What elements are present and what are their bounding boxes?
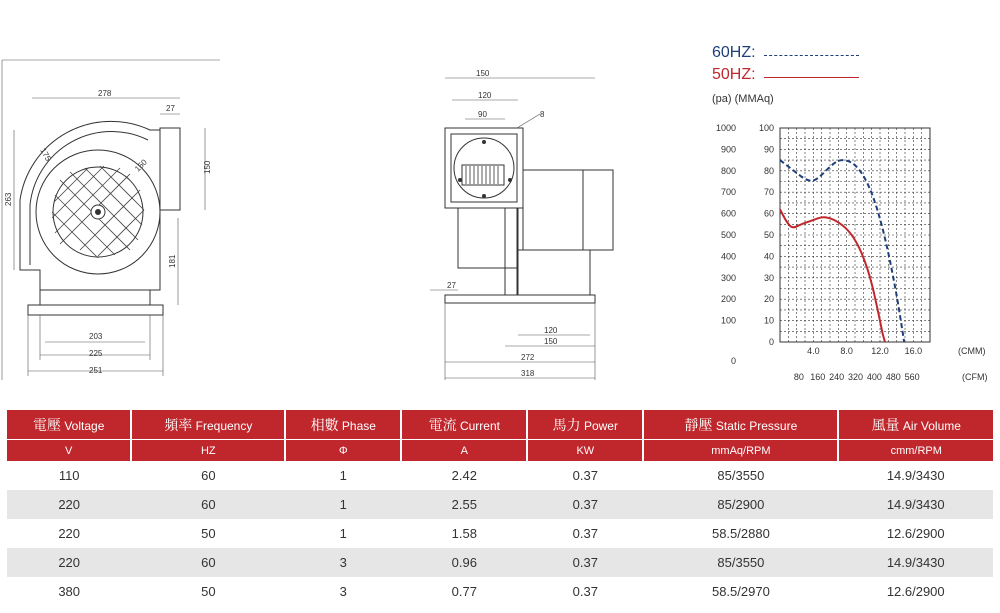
x-axis-label-cmm: (CMM) xyxy=(958,346,986,356)
y-tick-label-mmaq: 20 xyxy=(763,294,774,305)
table-cell: 58.5/2970 xyxy=(643,577,838,606)
unit-cell: mmAq/RPM xyxy=(643,440,838,462)
y-tick-label-pa: 900 xyxy=(720,144,736,155)
table-cell: 3 xyxy=(285,548,401,577)
y-tick-label-mmaq: 40 xyxy=(763,251,774,262)
dim-front-120b: 120 xyxy=(544,326,558,335)
y-tick-label-mmaq: 70 xyxy=(763,187,774,198)
performance-chart xyxy=(700,110,1000,390)
x-tick-label-cmm: 8.0 xyxy=(840,346,853,356)
column-header xyxy=(285,410,401,440)
spec-table xyxy=(7,410,993,606)
side-view-drawing xyxy=(2,60,220,380)
table-cell: 1 xyxy=(285,519,401,548)
x-tick-label-cfm: 480 xyxy=(885,372,901,382)
column-header xyxy=(131,410,285,440)
unit-cell: Φ xyxy=(285,440,401,462)
dim-225: 225 xyxy=(89,349,103,358)
y-tick-label-pa: 700 xyxy=(720,187,736,198)
table-row xyxy=(7,548,993,577)
dim-251: 251 xyxy=(89,366,103,375)
table-cell: 85/2900 xyxy=(643,490,838,519)
table-cell: 12.6/2900 xyxy=(838,519,993,548)
y-tick-label-pa: 300 xyxy=(720,272,736,283)
column-header-en: Air Volume xyxy=(899,418,961,433)
column-header-zh: 相數 xyxy=(310,416,339,433)
column-header-zh: 馬力 xyxy=(552,416,581,433)
table-cell: 50 xyxy=(131,577,285,606)
dim-front-272: 272 xyxy=(521,353,535,362)
table-cell: 14.9/3430 xyxy=(838,461,993,490)
unit-cell: KW xyxy=(527,440,643,462)
table-cell: 0.77 xyxy=(401,577,527,606)
chart-legend xyxy=(712,42,859,86)
series-line-60hz xyxy=(780,160,904,342)
dim-278: 278 xyxy=(98,89,112,98)
dim-181: 181 xyxy=(168,254,177,268)
column-header-zh: 電壓 xyxy=(33,416,61,433)
dim-263: 263 xyxy=(4,192,13,206)
table-unit-row xyxy=(7,440,993,462)
dim-front-150b: 150 xyxy=(544,337,558,346)
table-cell: 1 xyxy=(285,461,401,490)
x-axis-label-cfm: (CFM) xyxy=(962,372,988,382)
table-cell: 380 xyxy=(7,577,131,606)
column-header-en: Phase xyxy=(338,418,376,433)
table-cell: 14.9/3430 xyxy=(838,490,993,519)
unit-cell: cmm/RPM xyxy=(838,440,993,462)
column-header-en: Current xyxy=(456,418,500,433)
unit-cell: V xyxy=(7,440,131,462)
table-row xyxy=(7,577,993,606)
table-row xyxy=(7,461,993,490)
dim-27: 27 xyxy=(166,104,175,113)
x-tick-label-cfm: 160 xyxy=(810,372,826,382)
column-header-en: Voltage xyxy=(61,418,105,433)
series-line-50hz xyxy=(780,209,885,342)
dim-203: 203 xyxy=(89,332,103,341)
table-cell: 0.37 xyxy=(527,519,643,548)
column-header-en: Static Pressure xyxy=(712,418,798,433)
y-tick-label-mmaq: 60 xyxy=(763,208,774,219)
table-cell: 0.96 xyxy=(401,548,527,577)
column-header-zh: 風量 xyxy=(871,416,900,433)
y-tick-label-pa: 100 xyxy=(720,315,736,326)
dim-front-27: 27 xyxy=(447,281,456,290)
table-row xyxy=(7,490,993,519)
y-tick-label-mmaq: 0 xyxy=(768,337,774,347)
table-cell: 12.6/2900 xyxy=(838,577,993,606)
unit-cell: HZ xyxy=(131,440,285,462)
y-tick-label-mmaq: 90 xyxy=(763,144,774,155)
column-header xyxy=(643,410,838,440)
y-tick-label-pa: 600 xyxy=(720,208,736,219)
dim-front-90: 90 xyxy=(478,110,487,119)
table-cell: 1 xyxy=(285,490,401,519)
table-cell: 85/3550 xyxy=(643,548,838,577)
table-cell: 0.37 xyxy=(527,577,643,606)
legend-50hz-swatch xyxy=(764,77,859,78)
table-cell: 1.58 xyxy=(401,519,527,548)
y-tick-label-mmaq: 100 xyxy=(758,123,774,133)
dim-front-120: 120 xyxy=(478,91,492,100)
column-header-zh: 頻率 xyxy=(164,416,193,433)
table-cell: 0.37 xyxy=(527,461,643,490)
y-tick-label-mmaq: 10 xyxy=(763,315,774,326)
table-cell: 60 xyxy=(131,461,285,490)
y-tick-label-pa: 400 xyxy=(720,251,736,262)
x-tick-label-cfm: 80 xyxy=(793,372,804,382)
y-tick-label-pa: 0 xyxy=(730,356,736,366)
table-cell: 2.42 xyxy=(401,461,527,490)
table-cell: 0.37 xyxy=(527,490,643,519)
pressure-units-label: (pa) (MMAq) xyxy=(712,93,774,105)
table-cell: 14.9/3430 xyxy=(838,548,993,577)
column-header-en: Frequency xyxy=(192,418,253,433)
table-row xyxy=(7,519,993,548)
y-tick-label-pa: 1000 xyxy=(715,123,736,133)
column-header xyxy=(838,410,993,440)
table-cell: 60 xyxy=(131,490,285,519)
x-tick-label-cmm: 4.0 xyxy=(807,346,820,356)
y-tick-label-mmaq: 30 xyxy=(763,272,774,283)
dim-front-318: 318 xyxy=(521,369,535,378)
column-header xyxy=(7,410,131,440)
legend-60hz-swatch xyxy=(764,55,859,56)
dim-front-150: 150 xyxy=(476,69,490,78)
column-header xyxy=(527,410,643,440)
table-cell: 60 xyxy=(131,548,285,577)
table-cell: 85/3550 xyxy=(643,461,838,490)
table-header-row xyxy=(7,410,993,440)
table-cell: 2.55 xyxy=(401,490,527,519)
dim-150-dia: 150 xyxy=(133,157,149,174)
column-header xyxy=(401,410,527,440)
column-header-en: Power xyxy=(580,418,618,433)
dim-front-8: 8 xyxy=(540,110,545,119)
y-tick-label-pa: 200 xyxy=(720,294,736,305)
front-view-drawing xyxy=(430,69,613,380)
column-header-zh: 靜壓 xyxy=(684,416,713,433)
table-cell: 3 xyxy=(285,577,401,606)
x-tick-label-cfm: 400 xyxy=(866,372,882,382)
y-tick-label-pa: 500 xyxy=(720,230,736,240)
x-tick-label-cfm: 240 xyxy=(829,372,845,382)
x-tick-label-cmm: 16.0 xyxy=(904,346,923,356)
y-tick-label-mmaq: 80 xyxy=(763,165,774,176)
table-cell: 220 xyxy=(7,548,131,577)
table-cell: 220 xyxy=(7,490,131,519)
table-cell: 110 xyxy=(7,461,131,490)
y-tick-label-pa: 800 xyxy=(720,165,736,176)
dim-175: 175 xyxy=(38,146,53,163)
y-tick-label-mmaq: 50 xyxy=(763,230,774,240)
unit-cell: A xyxy=(401,440,527,462)
legend-60hz-label: 60HZ: xyxy=(712,44,756,61)
table-cell: 0.37 xyxy=(527,548,643,577)
table-cell: 50 xyxy=(131,519,285,548)
dim-150-h: 150 xyxy=(203,160,212,174)
x-tick-label-cmm: 12.0 xyxy=(871,346,889,356)
x-tick-label-cfm: 560 xyxy=(904,372,920,382)
legend-50hz-label: 50HZ: xyxy=(712,66,756,83)
x-tick-label-cfm: 320 xyxy=(847,372,864,382)
table-cell: 220 xyxy=(7,519,131,548)
column-header-zh: 電流 xyxy=(428,416,457,433)
table-cell: 58.5/2880 xyxy=(643,519,838,548)
